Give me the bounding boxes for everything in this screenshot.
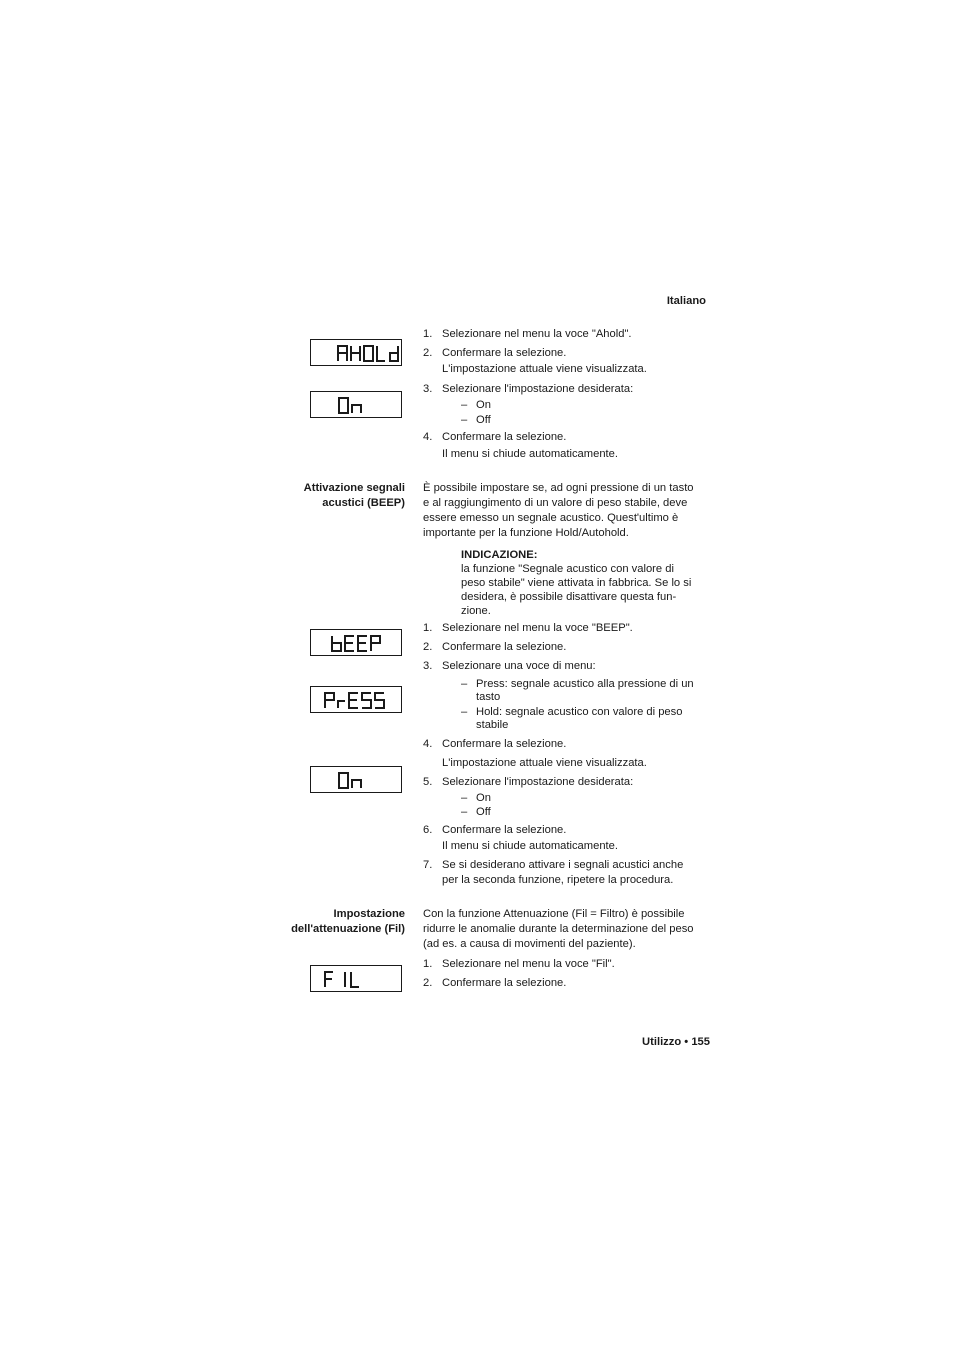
- lcd-display-ahold: [310, 339, 402, 366]
- lcd-display-press: [310, 686, 402, 713]
- section-heading-beep: Attivazione segnali acustici (BEEP): [303, 482, 405, 509]
- section-intro-beep: È possibile impostare se, ad ogni pressione di un tasto e al raggiungimento di un valore di peso stabile, deve essere emesso un segnale acustico. Quest'ultimo è importante per la funzione Hold/Autohold.: [423, 482, 694, 539]
- lcd-display-on: [310, 391, 402, 418]
- note-box: INDICAZIONE: la funzione "Segnale acustico con valore di peso stabile" viene attivata in fabbrica. Se lo si desidera, è possibile disattivare questa fun- zione.: [461, 549, 692, 617]
- lcd-display-fil: [310, 965, 402, 992]
- lcd-display-on: [310, 766, 402, 793]
- page-language: Italiano: [666, 295, 706, 307]
- section-intro-fil: Con la funzione Attenuazione (Fil = Filtro) è possibile ridurre le anomalie durante la determinazione del peso (ad es. a causa di movimenti del paziente).: [423, 908, 694, 950]
- page-footer: Utilizzo • 155: [642, 1036, 710, 1048]
- section-heading-fil: Impostazione dell'attenuazione (Fil): [291, 908, 405, 935]
- lcd-display-beep: [310, 629, 402, 656]
